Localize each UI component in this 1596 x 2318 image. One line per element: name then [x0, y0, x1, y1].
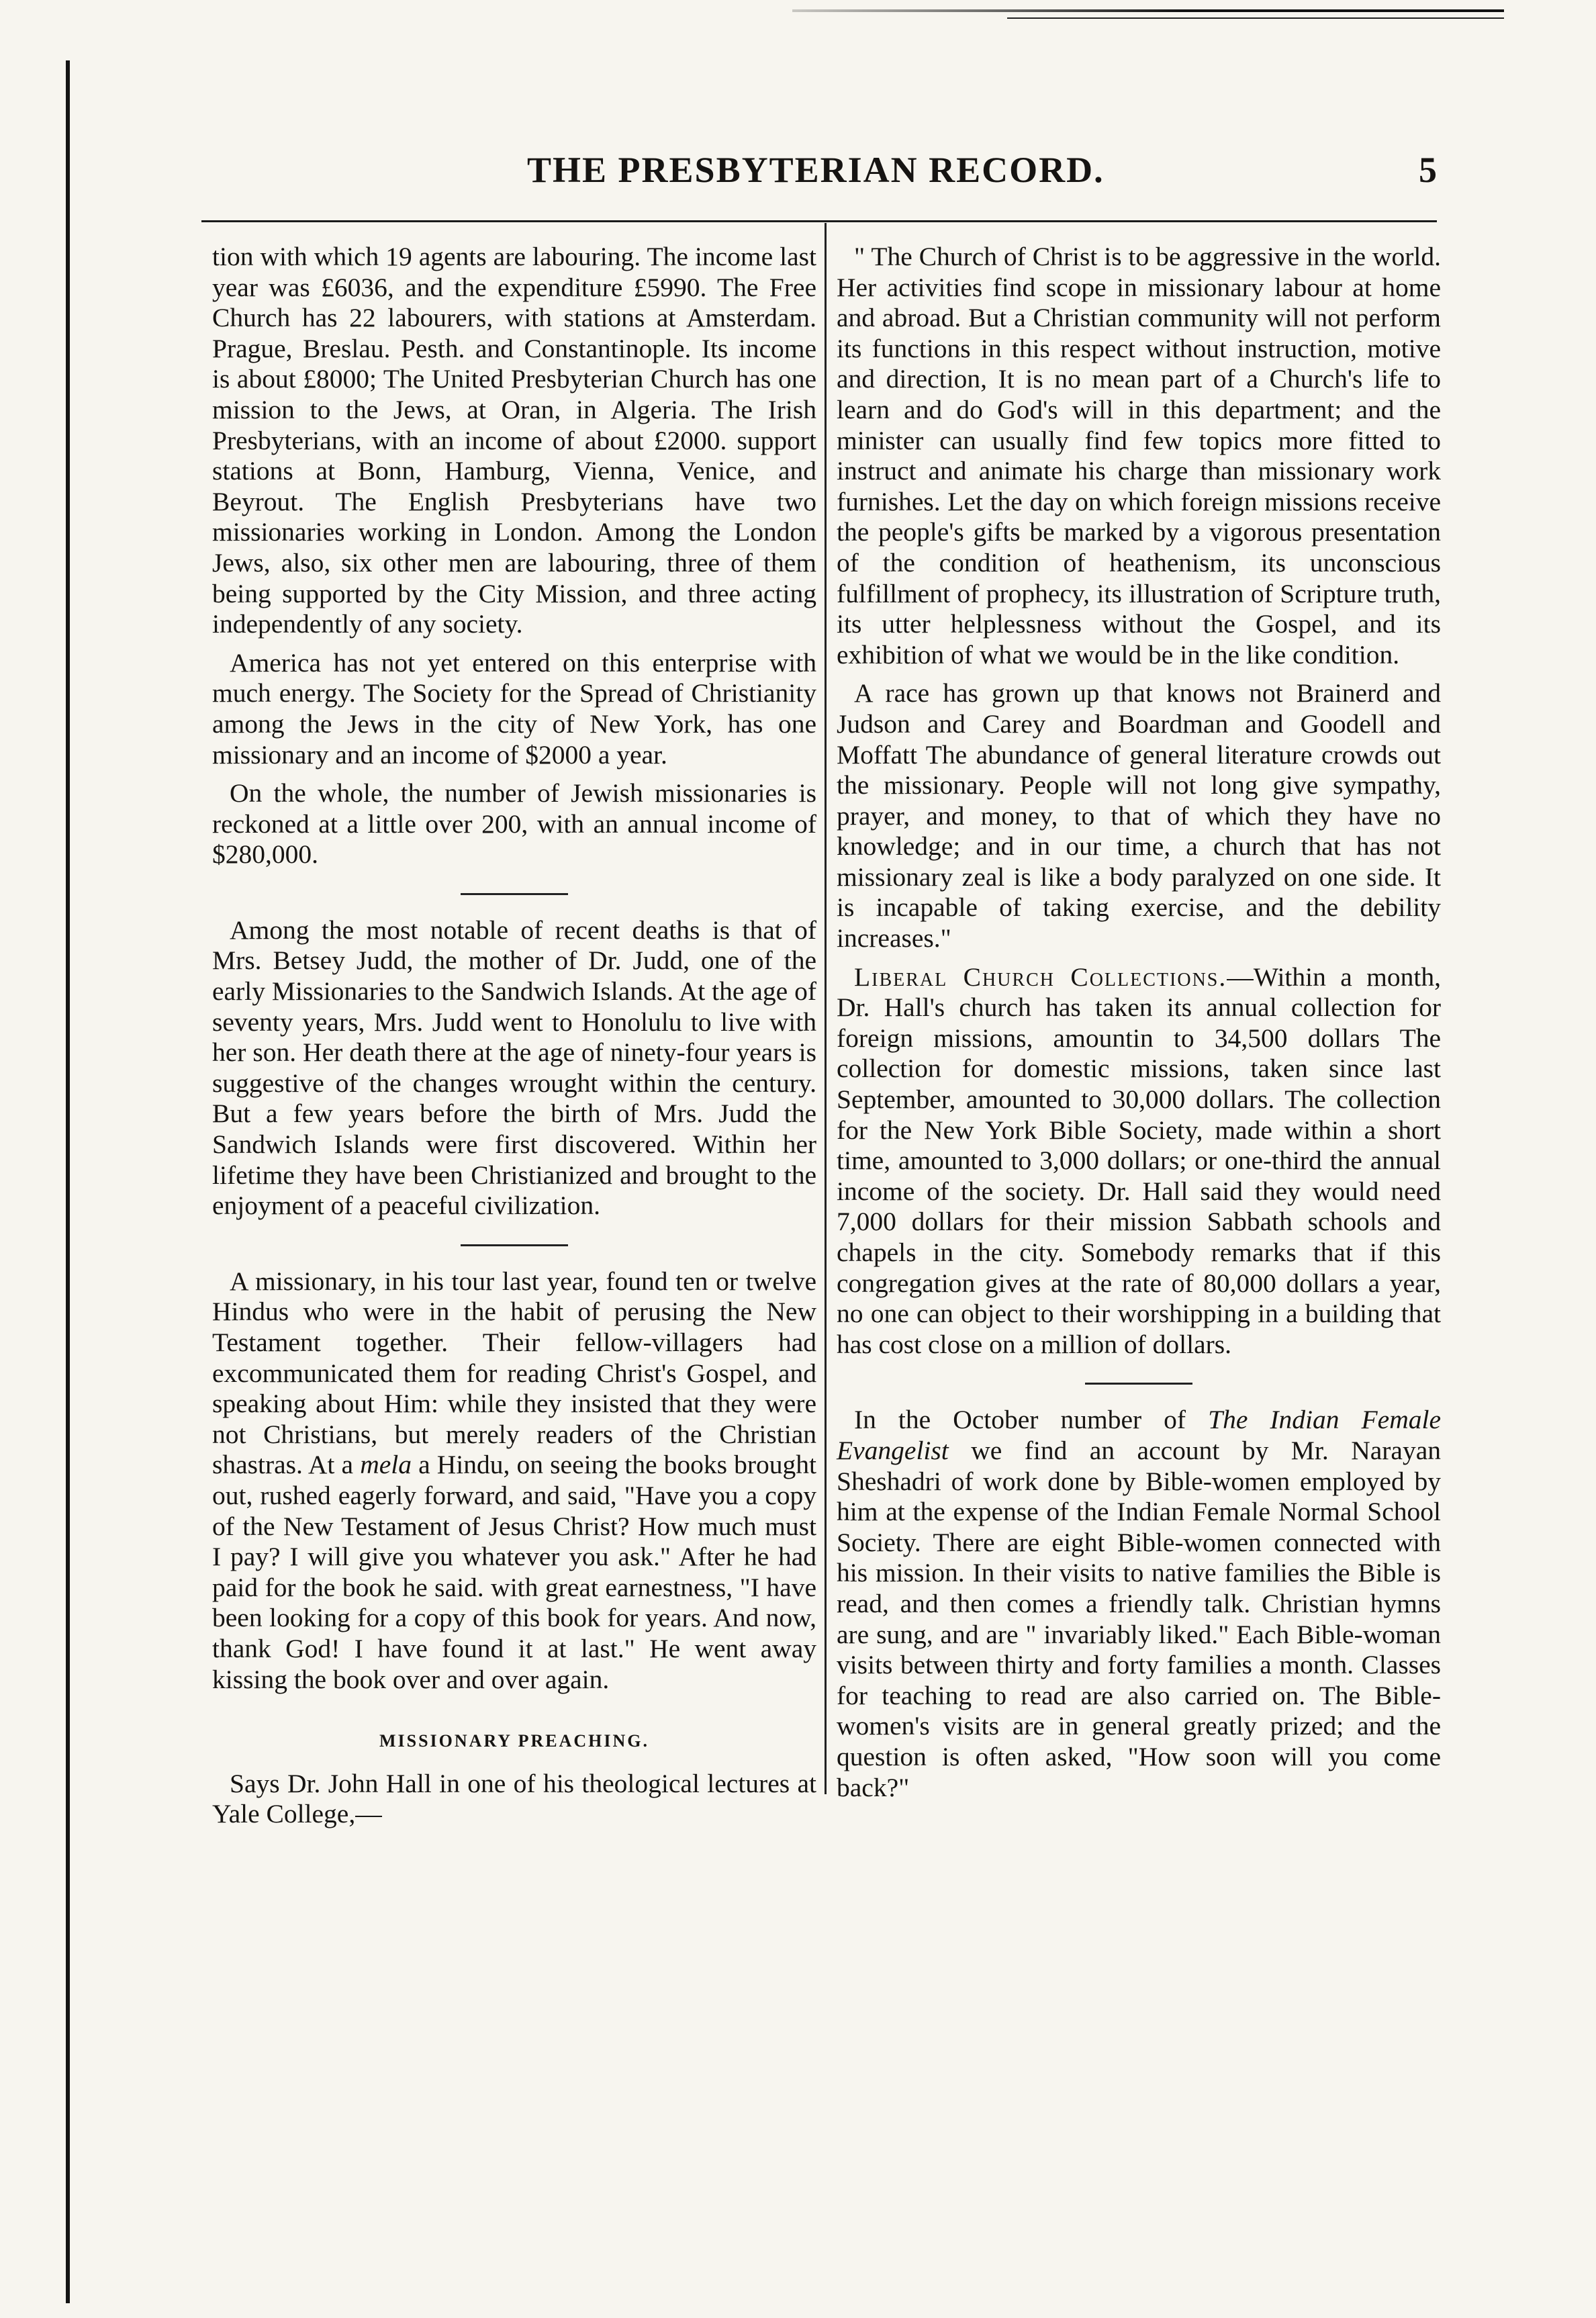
text-run: In the October number of	[854, 1405, 1209, 1435]
paragraph-bible-women	[837, 1405, 1441, 1803]
binding-edge	[66, 60, 70, 2303]
page-header	[201, 149, 1437, 203]
paragraph-mrs-judd: Among the most notable of recent deaths is that of Mrs. Betsey Judd, the mother of Dr. Judd, one of the early Missionaries to the Sandwich Islands. At the age of seventy years, Mrs. Judd went to Honolulu to live with her son. Her death there at the age of ninety-four years is suggestive of the changes wrought within the century. But a few years before the birth of Mrs. Judd the Sandwich Islands were first discovered. Within her lifetime they have been Christianized and brought to the enjoyment of a peaceful civilization.	[212, 915, 816, 1221]
top-ornamental-rule	[792, 9, 1504, 12]
publication-title: THE PRESBYTERIAN RECORD.	[527, 150, 1105, 190]
paragraph-america: America has not yet entered on this enterprise with much energy. The Society for the Spread of Christianity among the Jews in the city of New York, has one missionary and an income of $2000 a year.	[212, 647, 816, 770]
page-number: 5	[1419, 150, 1437, 190]
italic-term: mela	[360, 1450, 412, 1480]
text-run: a Hindu, on seeing the books brought out, rushed eagerly forward, and said, "Have you a copy of the New Testament of Jesus Christ? How much must I pay? I will give you whatever you ask." After he had paid for the book he said. with great earnestness, "I have been looking for a copy of this book for years. And now, thank God! I have found it at last." He went away kissing the book over and over again.	[212, 1450, 816, 1694]
top-thin-rule	[1007, 17, 1504, 19]
paragraph-church-aggressive: " The Church of Christ is to be aggressive in the world. Her activities find scope in missionary labour at home and abroad. But a Christian community will not perform its functions in this respect without instruction, motive and direction, It is no mean part of a Church's life to learn and do God's will in this department; and the minister can usually find few topics more fitted to instruct and animate his charge than missionary work furnishes. Let the day on which foreign missions receive the people's gifts be marked by a vigorous presentation of the condition of heathenism, its unconscious fulfillment of prophecy, its illustration of Scripture truth, its utter helplessness without the Gospel, and its exhibition of what we would be in the like condition.	[837, 242, 1441, 669]
paragraph-jewish-missions: tion with which 19 agents are labouring. The income last year was £6036, and the expenditure £5990. The Free Church has 22 labourers, with stations at Amsterdam. Prague, Breslau. Pesth. and Constantinople. Its income is about £8000; The United Presbyterian Church has one mission to the Jews, at Oran, in Algeria. The Irish Presbyterians, with an income of about £2000. support stations at Bonn, Hamburg, Vienna, Venice, and Beyrout. The English Presbyterians have two missionaries working in London. Among the London Jews, also, six other men are labouring, three of them being supported by the City Mission, and three acting independently of any society.	[212, 242, 816, 639]
right-column	[837, 242, 1441, 1803]
paragraph-summary: On the whole, the number of Jewish missionaries is reckoned at a little over 200, with an annual income of $280,000.	[212, 778, 816, 870]
run-in-heading: Liberal Church Collections.	[854, 962, 1227, 992]
header-rule	[201, 220, 1437, 222]
text-run: —Within a month, Dr. Hall's church has taken its annual collection for foreign missions, amountin to 34,500 dollars The collection for domestic missions, taken since last September, amounted to 30,000 dollars. The collection for the New York Bible Society, made within a short time, amounted to 3,000 dollars; or one-third the annual income of the society. Dr. Hall said they would need 7,000 dollars for their mission Sabbath schools and chapels in the city. Somebody remarks that if this congregation gives at the rate of 80,000 dollars a year, no one can object to their worshipping in a building that has cost close on a million of dollars.	[837, 962, 1442, 1359]
section-separator	[1085, 1383, 1192, 1385]
section-separator	[461, 1244, 568, 1246]
paragraph-john-hall: Says Dr. John Hall in one of his theological lectures at Yale College,—	[212, 1768, 816, 1829]
section-separator	[461, 893, 568, 895]
text-run: we find an account by Mr. Narayan Sheshadri of work done by Bible-women employed by him at the expense of the Indian Female Normal School Society. There are eight Bible-women connected with his mission. In their visits to native families the Bible is read, and then comes a friendly talk. Christian hymns are sung, and are " invariably liked." Each Bible-woman visits between thirty and forty families a month. Classes for teaching to read are also carried on. The Bible-women's visits are in general greatly prized; and the question is often asked, "How soon will you come back?"	[837, 1435, 1441, 1802]
section-heading: MISSIONARY PREACHING.	[379, 1731, 650, 1751]
paragraph-hindus	[212, 1266, 816, 1695]
text-run: A missionary, in his tour last year, found ten or twelve Hindus who were in the habit of perusing the New Testament together. Their fellow-villagers had excommunicated them for reading Christ's Gospel, and speaking about Him: while they insisted that they were not Christians, but merely readers of the Christian shastras. At a	[212, 1266, 816, 1480]
column-divider	[825, 223, 827, 1794]
italic-title: The Indian Female Evangelist	[837, 1405, 1441, 1465]
left-column	[212, 242, 816, 1830]
paragraph-collections	[837, 962, 1441, 1360]
paragraph-race: A race has grown up that knows not Brainerd and Judson and Carey and Boardman and Goodell and Moffatt The abundance of general literature crowds out the missionary. People will not long give sympathy, prayer, and money, to that of which they have no knowledge; and in our time, a church that has not missionary zeal is like a body paralyzed on one side. It is incapable of taking exercise, and the debility increases."	[837, 678, 1441, 954]
